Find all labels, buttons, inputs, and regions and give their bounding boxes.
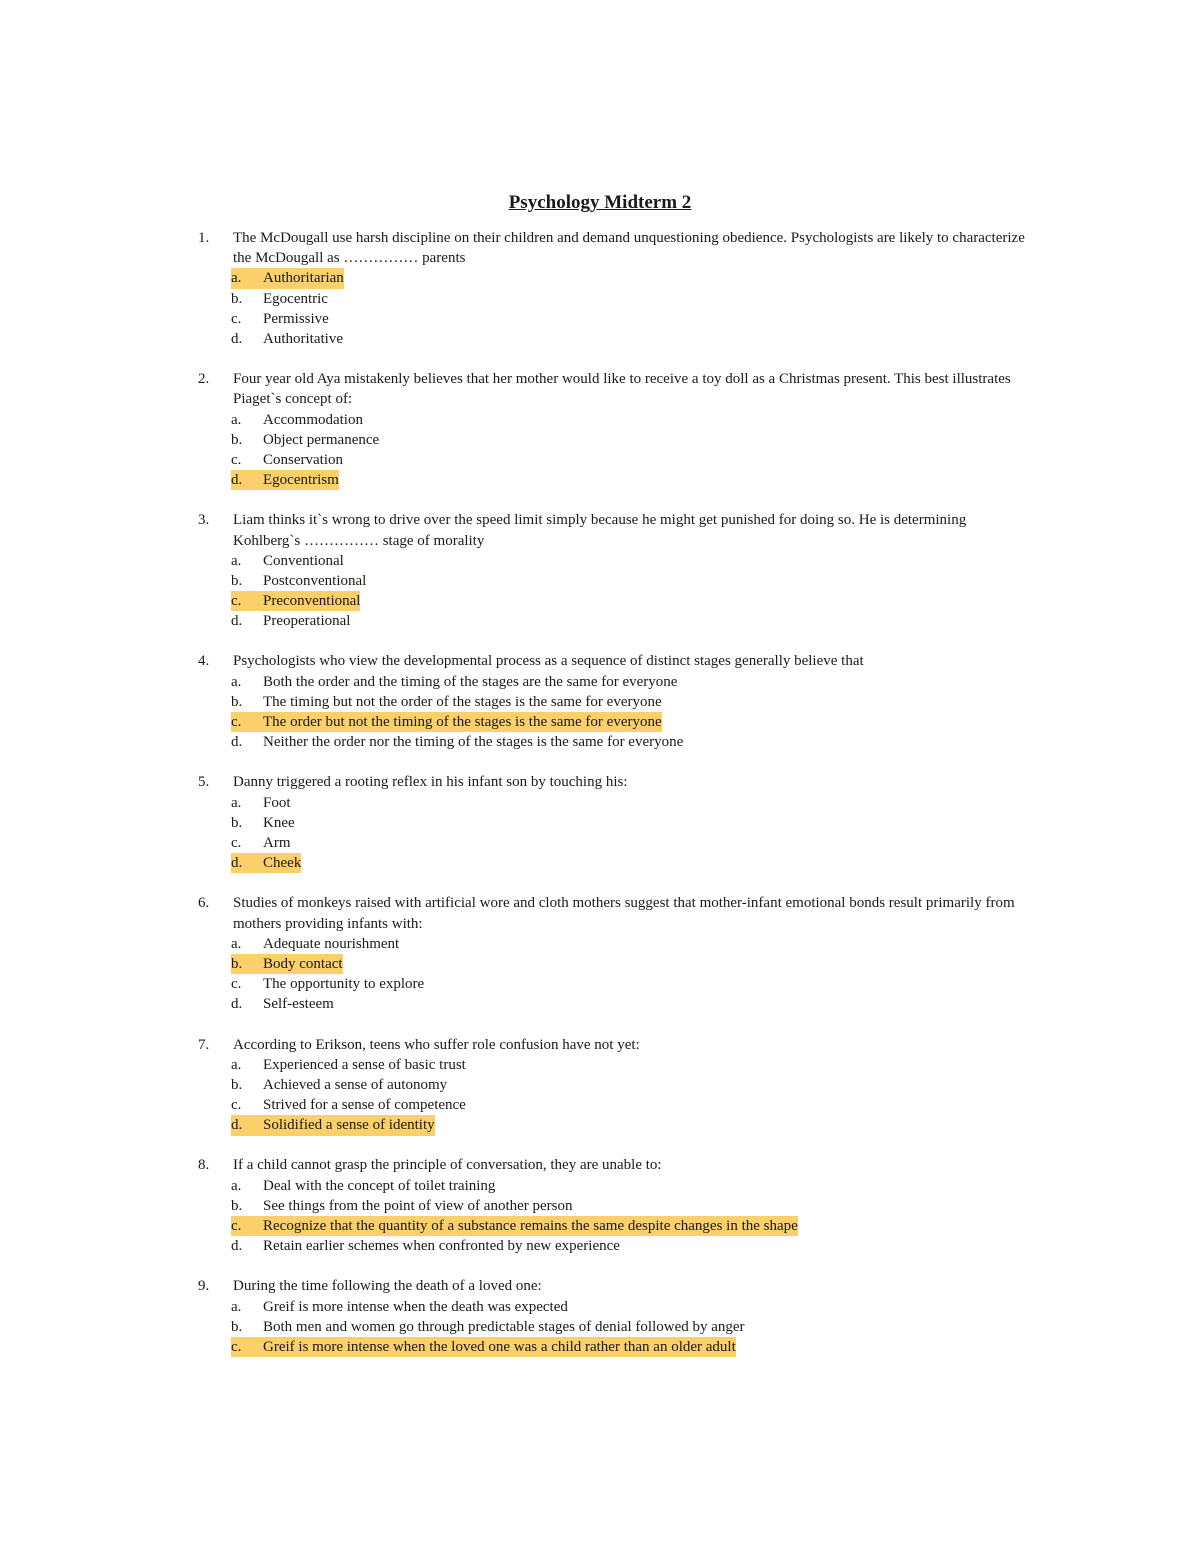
answer-option [231,329,1028,349]
option-text: Knee [263,814,295,831]
option-text: The timing but not the order of the stages is the same for everyone [263,693,662,710]
answer-option [231,672,1028,692]
answer-option [231,1075,1028,1095]
answer-highlight [231,954,343,974]
answer-highlight [231,672,677,692]
answer-highlight [231,1297,568,1317]
option-letter: a. [231,935,242,952]
option-text: Achieved a sense of autonomy [263,1076,448,1093]
option-letter: d. [231,855,243,872]
option-text: Strived for a sense of competence [263,1097,466,1114]
option-text: Both the order and the timing of the stages are the same for everyone [263,673,678,690]
question-number: 2. [198,371,210,388]
answer-option [231,732,1028,752]
option-text: Foot [263,794,291,811]
option-text: Body contact [263,955,343,972]
answer-option [231,1095,1028,1115]
question-number: 1. [198,230,210,246]
answer-options [198,410,1028,491]
answer-highlight [231,1196,573,1216]
answer-highlight [231,430,379,450]
answer-options [198,934,1028,1015]
question-5 [198,772,1028,873]
answer-option [231,551,1028,571]
question-6 [198,893,1028,1014]
option-letter: a. [231,270,242,287]
option-letter: b. [231,1197,243,1214]
answer-option [231,934,1028,954]
question-text: The McDougall use harsh discipline on their children and demand unquestioning obedience. Psychologists are likely to characterize the McDougall as …………… parents [233,230,1025,267]
question-text: During the time following the death of a loved one: [233,1278,542,1295]
answer-options [198,1176,1028,1257]
answer-highlight [231,853,301,873]
option-text: Both men and women go through predictable stages of denial followed by anger [263,1318,745,1335]
answer-highlight [231,268,344,288]
question-number: 6. [198,895,210,912]
option-text: The opportunity to explore [263,976,425,993]
answer-highlight [231,551,344,571]
option-text: Authoritarian [263,270,344,287]
option-text: Preoperational [263,613,351,630]
question-text: Danny triggered a rooting reflex in his infant son by touching his: [233,774,628,791]
question-number: 5. [198,774,210,791]
answer-highlight [231,1055,466,1075]
question-text: Four year old Aya mistakenly believes that her mother would like to receive a toy doll as a Christmas present. This best illustrates Piaget`s concept of: [233,371,1011,408]
answer-highlight [231,410,363,430]
option-letter: b. [231,572,243,589]
answer-option [231,1196,1028,1216]
option-letter: b. [231,1318,243,1335]
question-list [198,228,1028,1377]
answer-option [231,793,1028,813]
option-text: Retain earlier schemes when confronted by new experience [263,1238,620,1255]
answer-highlight [231,1337,736,1357]
question-9 [198,1276,1028,1357]
question-number: 7. [198,1036,210,1053]
question-text: If a child cannot grasp the principle of conversation, they are unable to: [233,1157,662,1174]
option-text: Preconventional [263,593,361,610]
option-text: Conventional [263,552,344,569]
question-text: Liam thinks it`s wrong to drive over the speed limit simply because he might get punished for doing so. He is determining Kohlberg`s …………… stage of morality [233,512,967,549]
answer-highlight [231,470,339,490]
answer-option-selected [231,954,1028,974]
answer-highlight [231,309,329,329]
question-4 [198,651,1028,752]
answer-option-selected [231,712,1028,732]
option-letter: c. [231,310,242,327]
answer-option-selected [231,591,1028,611]
answer-option [231,692,1028,712]
answer-option-selected [231,1216,1028,1236]
answer-option-selected [231,268,1028,288]
option-text: Experienced a sense of basic trust [263,1056,466,1073]
question-text: According to Erikson, teens who suffer role confusion have not yet: [233,1036,640,1053]
option-letter: c. [231,835,242,851]
answer-option-selected [231,470,1028,490]
page-title: Psychology Midterm 2 [508,192,692,213]
answer-highlight [231,712,662,732]
option-text: The order but not the timing of the stages is the same for everyone [263,714,662,731]
answer-option [231,1055,1028,1075]
answer-highlight [231,793,291,813]
answer-option [231,410,1028,430]
answer-option [231,1317,1028,1337]
option-letter: d. [231,1117,243,1134]
option-letter: a. [231,1177,242,1194]
option-letter: a. [231,552,242,569]
answer-option [231,833,1028,853]
answer-option [231,309,1028,329]
option-letter: d. [231,613,243,630]
question-text: Studies of monkeys raised with artificial wore and cloth mothers suggest that mother-infant emotional bonds result primarily from mothers providing infants with: [233,895,1015,932]
answer-highlight [231,1216,798,1236]
answer-option-selected [231,1115,1028,1135]
answer-options [198,268,1028,349]
question-number: 9. [198,1278,210,1295]
answer-options [198,672,1028,753]
option-text: Solidified a sense of identity [263,1117,435,1134]
answer-highlight [231,1075,447,1095]
option-letter: d. [231,1238,243,1255]
option-letter: d. [231,330,243,347]
answer-option [231,1297,1028,1317]
option-text: Deal with the concept of toilet training [263,1177,496,1194]
option-text: See things from the point of view of another person [263,1197,573,1214]
option-letter: d. [231,734,243,751]
answer-options [198,1055,1028,1136]
question-7 [198,1035,1028,1136]
option-text: Authoritative [263,330,343,347]
answer-highlight [231,1176,495,1196]
answer-highlight [231,591,360,611]
option-text: Neither the order nor the timing of the stages is the same for everyone [263,734,684,751]
option-letter: c. [231,1339,242,1356]
answer-options [198,793,1028,874]
option-letter: a. [231,794,242,811]
option-letter: b. [231,431,243,448]
option-letter: a. [231,1298,242,1315]
option-text: Greif is more intense when the loved one was a child rather than an older adult [263,1339,736,1356]
answer-highlight [231,813,295,833]
option-letter: c. [231,976,242,993]
option-letter: c. [231,451,242,468]
option-text: Object permanence [263,431,380,448]
answer-highlight [231,450,343,470]
answer-option [231,450,1028,470]
answer-highlight [231,1095,466,1115]
option-text: Accommodation [263,411,363,428]
option-text: Egocentrism [263,472,339,489]
answer-options [198,551,1028,632]
option-letter: b. [231,693,243,710]
answer-highlight [231,1115,435,1135]
option-text: Conservation [263,451,343,468]
option-letter: c. [231,1097,242,1114]
answer-highlight [231,571,366,591]
answer-highlight [231,1317,745,1337]
answer-option [231,571,1028,591]
option-letter: d. [231,472,243,489]
option-letter: b. [231,814,243,831]
option-letter: c. [231,593,242,610]
answer-options [198,1297,1028,1358]
question-2 [198,369,1028,490]
answer-option-selected [231,1337,1028,1357]
answer-option [231,994,1028,1014]
option-letter: b. [231,1076,243,1093]
option-text: Cheek [263,855,302,872]
answer-option [231,289,1028,309]
option-letter: b. [231,955,243,972]
option-text: Egocentric [263,290,328,307]
question-number: 4. [198,653,210,670]
option-text: Arm [263,835,291,851]
answer-option [231,430,1028,450]
option-letter: a. [231,411,242,428]
question-text: Psychologists who view the developmental process as a sequence of distinct stages generally believe that [233,653,864,670]
option-text: Permissive [263,310,329,327]
answer-option [231,611,1028,631]
option-letter: c. [231,714,242,731]
answer-option-selected [231,853,1028,873]
answer-option [231,813,1028,833]
option-letter: a. [231,1056,242,1073]
answer-highlight [231,1236,620,1256]
answer-highlight [231,833,291,853]
answer-option [231,974,1028,994]
answer-highlight [231,732,683,752]
answer-highlight [231,329,343,349]
option-text: Recognize that the quantity of a substance remains the same despite changes in the shape [263,1218,798,1235]
answer-highlight [231,611,350,631]
question-number: 3. [198,512,210,529]
option-letter: b. [231,290,243,307]
option-text: Self-esteem [263,996,334,1013]
question-number: 8. [198,1157,210,1174]
answer-highlight [231,994,334,1014]
question-1 [198,228,1028,349]
answer-highlight [231,692,662,712]
question-8 [198,1155,1028,1256]
option-letter: c. [231,1218,242,1235]
answer-highlight [231,289,328,309]
answer-highlight [231,934,399,954]
question-3 [198,510,1028,631]
option-text: Adequate nourishment [263,935,400,952]
option-letter: d. [231,996,243,1013]
option-text: Postconventional [263,572,367,589]
answer-option [231,1236,1028,1256]
answer-highlight [231,974,424,994]
option-letter: a. [231,673,242,690]
option-text: Greif is more intense when the death was expected [263,1298,568,1315]
answer-option [231,1176,1028,1196]
